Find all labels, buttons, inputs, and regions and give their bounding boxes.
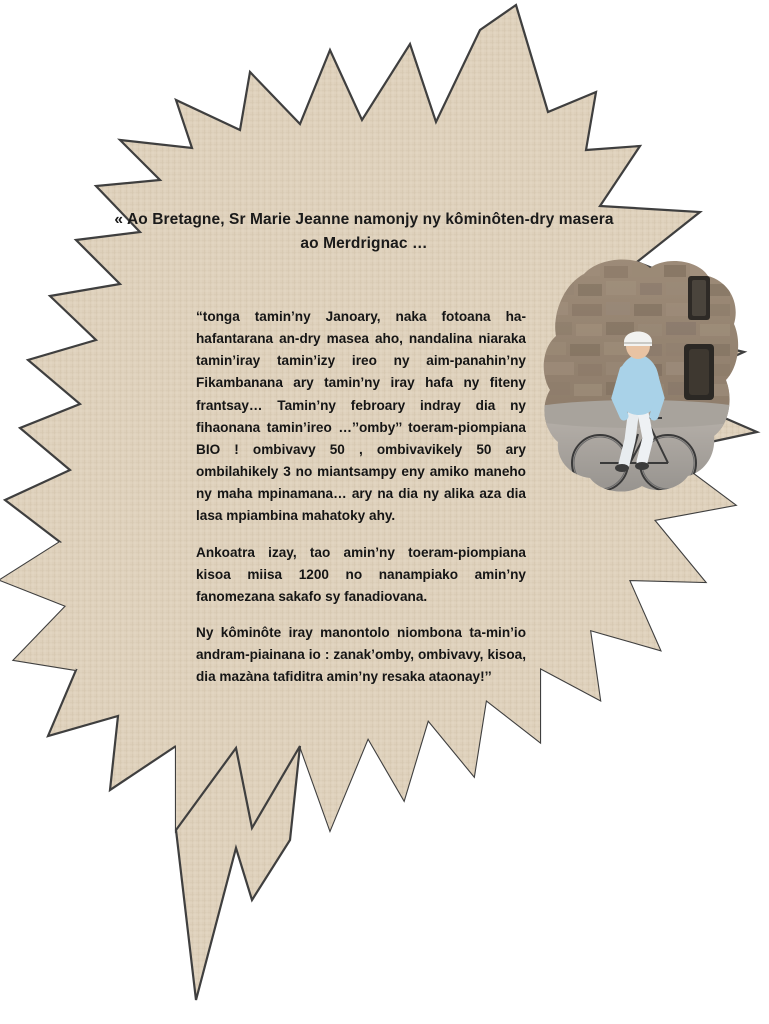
paragraph: Ny kôminôte iray manontolo niombona ta-min’io andram-piainana io : zanak’omby, ombivavy, kisoa, dia mazàna tafiditra amin’ny resaka ataonay!’’ — [196, 625, 526, 685]
paragraph: Ankoatra izay, tao amin’ny toeram-piompiana kisoa miisa 1200 no nanampiako amin’ny fanomezana sakafo sy fanadiovana. — [196, 544, 526, 604]
woman-cycling-photo — [538, 258, 740, 516]
photo-cloud-clip — [538, 258, 740, 516]
callout-headline: « Ao Bretagne, Sr Marie Jeanne namonjy ny kôminôten-dry masera ao Merdrignac … — [114, 211, 614, 253]
callout-body — [196, 306, 526, 689]
paragraph: “tonga tamin’ny Janoary, naka fotoana ha-hafantarana an-dry masea aho, nandalina niaraka tamin’iray tamin’izy ireo ny aim-panahin’ny Fikambanana ary tamin’ny iray hafa ny fiteny frantsay… Tamin’ny febroary indray dia ny fihaonana tamin’ireo …’’omby’’ toeram-piompiana BIO ! ombivavy 50 , ombivavikely 50 ary ombilahikely 3 no miantsampy eny amiko maneho ny maha mpinamana… ary na dia ny alika aza dia lasa mpiambina mahatoky ahy. — [196, 309, 526, 524]
